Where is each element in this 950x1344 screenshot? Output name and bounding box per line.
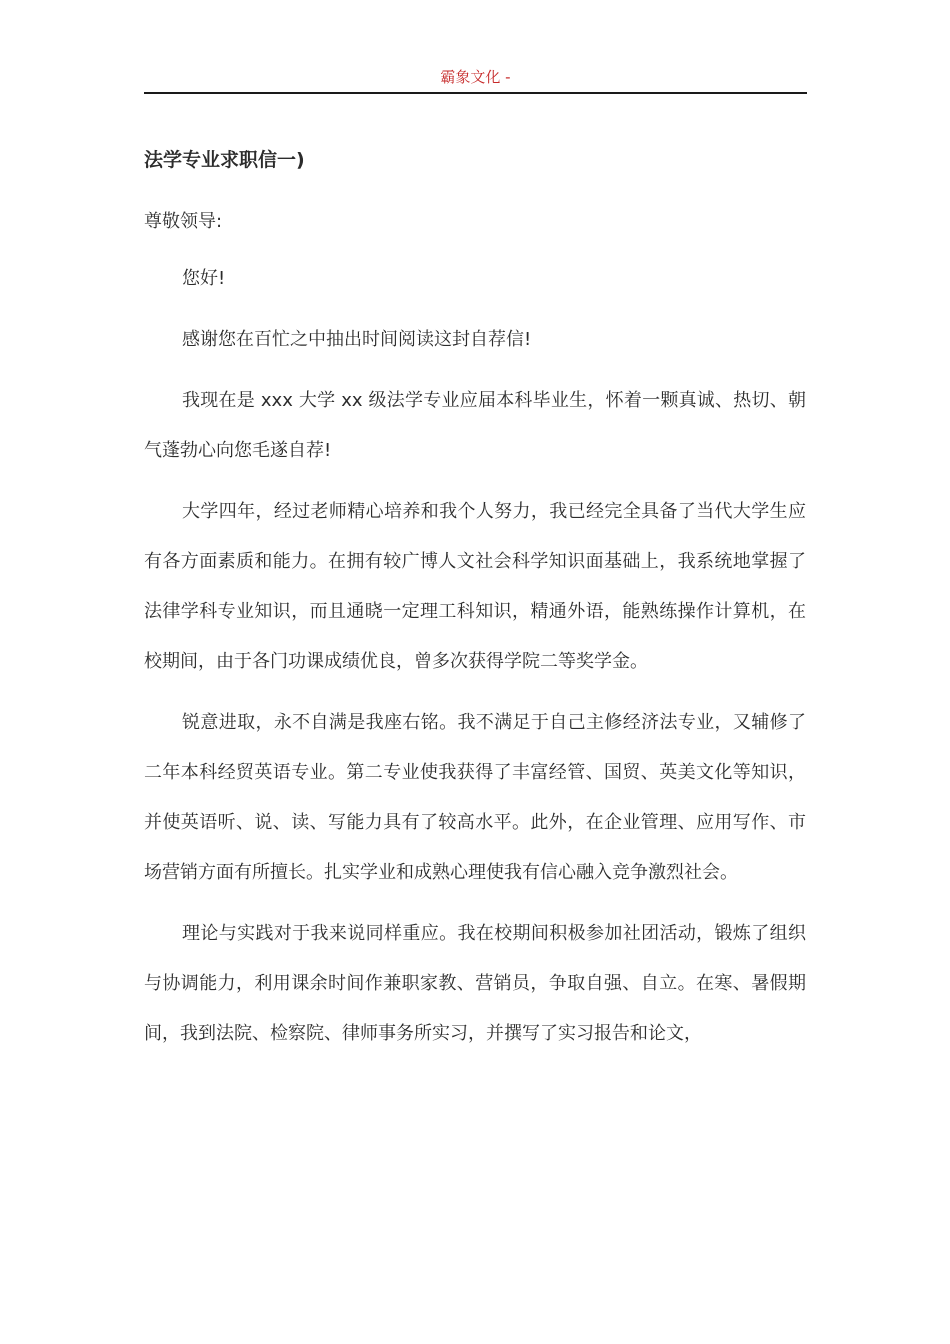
paragraph-thanks: 感谢您在百忙之中抽出时间阅读这封自荐信!: [182, 329, 532, 350]
page-header: [144, 66, 807, 94]
paragraph-greeting: 您好!: [182, 268, 226, 289]
paragraph-practice: 理论与实践对于我来说同样重应。我在校期间积极参加社团活动，锻炼了组织与协调能力，利用课余时间作兼职家教、营销员，争取自强、自立。在寒、暑假期间，我到法院、检察院、律师事务所实习，并撰写了实习报告和论文，: [144, 923, 806, 1044]
document-body: [144, 142, 806, 1059]
header-brand-text: 霸象文化 -: [440, 68, 511, 86]
document-title: 法学专业求职信一): [144, 149, 305, 171]
salutation: 尊敬领导:: [144, 211, 223, 232]
paragraph-education: 大学四年，经过老师精心培养和我个人努力，我已经完全具备了当代大学生应有各方面素质和能力。在拥有较广博人文社会科学知识面基础上，我系统地掌握了法律学科专业知识，而且通晓一定理工科知识，精通外语，能熟练操作计算机，在校期间，由于各门功课成绩优良，曾多次获得学院二等奖学金。: [144, 501, 806, 672]
paragraph-intro: 我现在是 xxx 大学 xx 级法学专业应届本科毕业生，怀着一颗真诚、热切、朝气蓬勃心向您毛遂自荐!: [144, 390, 806, 461]
paragraph-ambition: 锐意进取，永不自满是我座右铭。我不满足于自己主修经济法专业，又辅修了二年本科经贸英语专业。第二专业使我获得了丰富经管、国贸、英美文化等知识，并使英语听、说、读、写能力具有了较高水平。此外，在企业管理、应用写作、市场营销方面有所擅长。扎实学业和成熟心理使我有信心融入竞争激烈社会。: [144, 712, 806, 883]
